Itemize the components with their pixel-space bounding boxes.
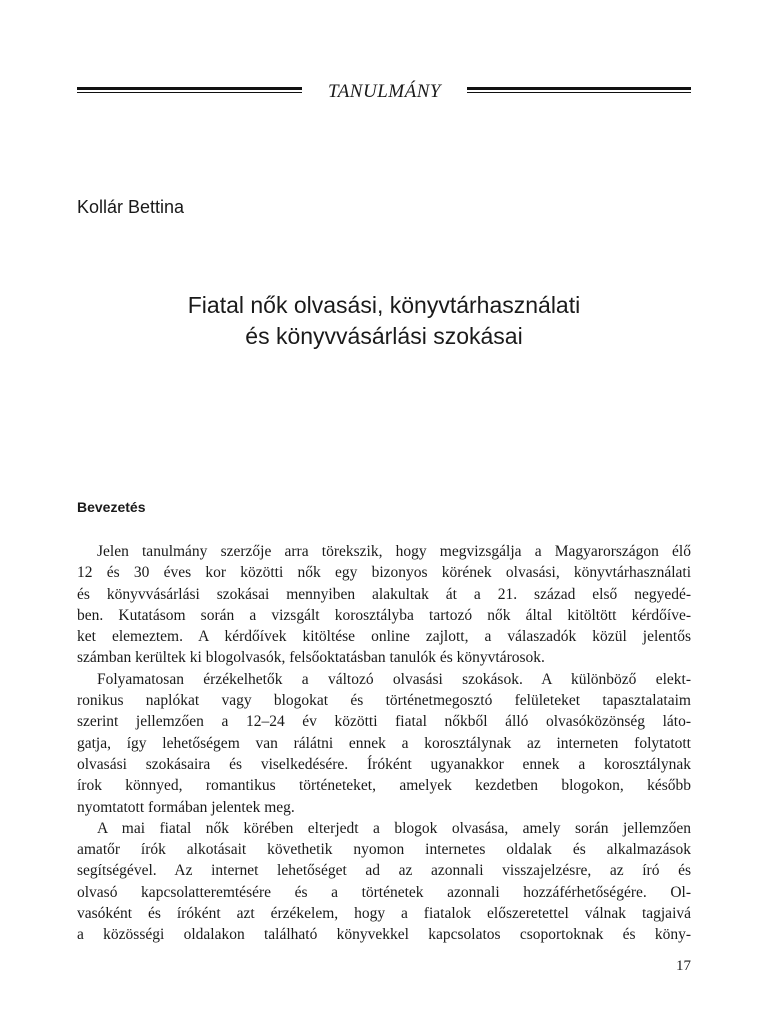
header-rule-thick <box>467 87 691 90</box>
text-line: Folyamatosan érzékelhetők a változó olvasási szokások. A különböző elekt- <box>97 670 691 688</box>
text-line: olvasási szokásaira és viselkedésére. Íróként ugyanakkor ennek a korosztálynak <box>77 755 691 773</box>
header-rule-left <box>77 87 302 95</box>
section-heading: Bevezetés <box>77 499 146 515</box>
page-number: 17 <box>676 958 691 974</box>
paragraph-3 <box>77 818 691 946</box>
text-line: A mai fiatal nők körében elterjedt a blogok olvasása, amely során jellemzően <box>97 819 691 837</box>
text-line: gatja, így lehetőségem van rálátni ennek a korosztálynak az interneten folytatott <box>77 734 691 752</box>
header-rule-right <box>467 87 691 95</box>
text-line: olvasó kapcsolatteremtésére és a történetek azonnali hozzáférhetőségére. Ol- <box>77 883 691 901</box>
text-line: amatőr írók alkotásait követhetik nyomon internetes oldalak és alkalmazások <box>77 841 691 859</box>
header-rule-thin <box>77 92 302 93</box>
header-rule-thin <box>467 92 691 93</box>
paragraph-2 <box>77 669 691 818</box>
text-line: Jelen tanulmány szerzője arra törekszik, hogy megvizsgálja a Magyarországon élő <box>97 543 691 560</box>
text-line: a közösségi oldalakon található könyvekkel kapcsolatos csoportoknak és köny- <box>77 926 691 944</box>
author-name: Kollár Bettina <box>77 197 185 217</box>
text-line: számban kerültek ki blogolvasók, felsőoktatásban tanulók és könyvtárosok. <box>77 649 545 667</box>
text-line: segítségével. Az internet lehetőséget ad az azonnali visszajelzésre, az író és <box>77 862 691 880</box>
text-line: nyomtatott formában jelentek meg. <box>77 798 295 816</box>
text-line: vasóként és íróként azt érzékelem, hogy a fiatalok előszeretettel válnak tagjaivá <box>77 905 691 923</box>
text-line: ben. Kutatásom során a vizsgált korosztályba tartozó nők által kitöltött kérdőíve- <box>77 606 691 624</box>
header-rule-thick <box>77 87 302 90</box>
article-title-line-1: Fiatal nők olvasási, könyvtárhasználati <box>187 292 581 318</box>
text-line: és könyvvásárlási szokásai mennyiben alakultak át a 21. század első negyedé- <box>77 585 691 603</box>
text-line: ronikus naplókat vagy blogokat és történetmegosztó felületeket tapasztalataim <box>77 692 691 710</box>
text-line: írok könnyed, romantikus történeteket, amelyek kezdetben blogokon, később <box>77 777 691 795</box>
section-label: TANULMÁNY <box>328 81 441 102</box>
paragraph-1 <box>77 541 691 669</box>
body-text <box>77 541 691 946</box>
article-title-line-2: és könyvvásárlási szokásai <box>245 323 523 349</box>
text-line: szerint jellemzően a 12–24 év közötti fiatal nőkből álló olvasóközönség láto- <box>77 713 691 731</box>
text-line: ket elemeztem. A kérdőívek kitöltése online zajlott, a válaszadók közül jelentős <box>77 628 691 646</box>
article-title <box>77 290 691 352</box>
text-line: 12 és 30 éves kor közötti nők egy bizonyos körének olvasási, könyvtárhasználati <box>77 564 691 582</box>
